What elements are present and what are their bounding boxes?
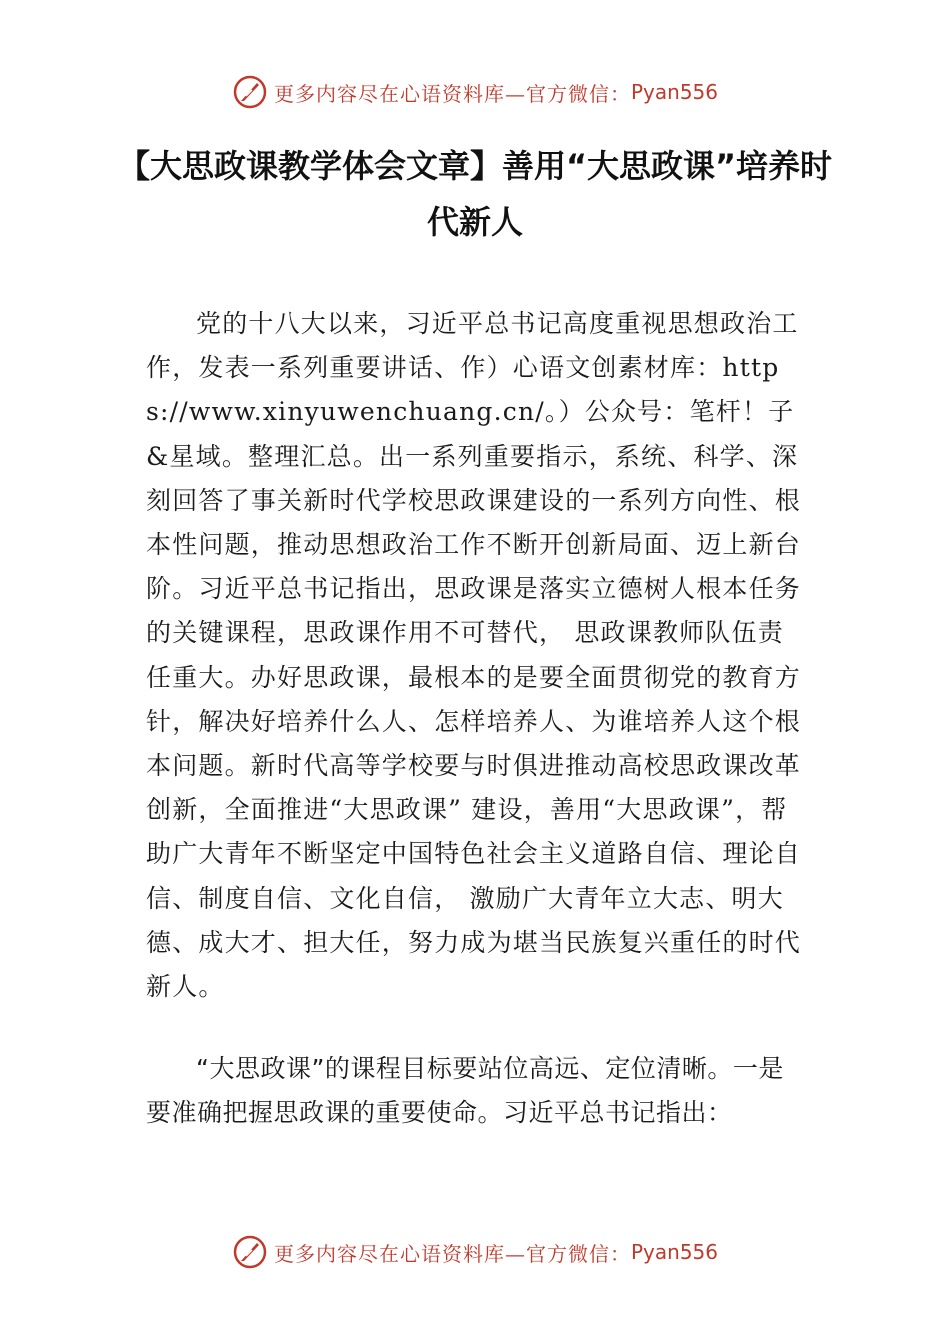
section-text: 一是要准确把握思政课的重要使命。习近平总书记指出： [146, 1054, 784, 1128]
document-title: 【大思政课教学体会文章】善用“大思政课”培养时代新人 [117, 147, 833, 241]
quill-logo-icon [232, 1234, 268, 1270]
footer-wechat-id: Pyan556 [630, 1240, 718, 1264]
header-banner [0, 74, 950, 110]
banner-text: 更多内容尽在心语资料库—官方微信： [273, 81, 631, 106]
footer-banner-text: 更多内容尽在心语资料库—官方微信： [273, 1241, 631, 1266]
banner-wechat-id: Pyan556 [630, 80, 718, 104]
section-heading: “大思政课”的课程目标要站位高远、定位清晰。 [196, 1054, 733, 1084]
section-paragraph [146, 1047, 806, 1135]
body-paragraph: 党的十八大以来，习近平总书记高度重视思想政治工作，发表一系列重要讲话、作）心语文创素材库：https://www.xinyuwenchuang.cn/。）公众号：笔杆！子&星域。整理汇总。出一系列重要指示，系统、科学、深刻回答了事关新时代学校思政课建设的一系列方向性、根本性问题，推动思想政治工作不断开创新局面、迈上新台阶。习近平总书记指出，思政课是落实立德树人根本任务的关键课程，思政课作用不可替代， 思政课教师队伍责任重大。办好思政课，最根本的是要全面贯彻党的教育方针，解决好培养什么人、怎样培养人、为谁培养人这个根本问题。新时代高等学校要与时俱进推动高校思政课改革创新，全面推进“大思政课” 建设，善用“大思政课”，帮助广大青年不断坚定中国特色社会主义道路自信、理论自信、制度自信、文化自信， 激励广大青年立大志、明大德、成大才、担大任，努力成为堪当民族复兴重任的时代新人。 [146, 309, 802, 1002]
quill-logo-icon [232, 74, 268, 110]
footer-banner [0, 1234, 950, 1270]
document-body [146, 302, 806, 1136]
